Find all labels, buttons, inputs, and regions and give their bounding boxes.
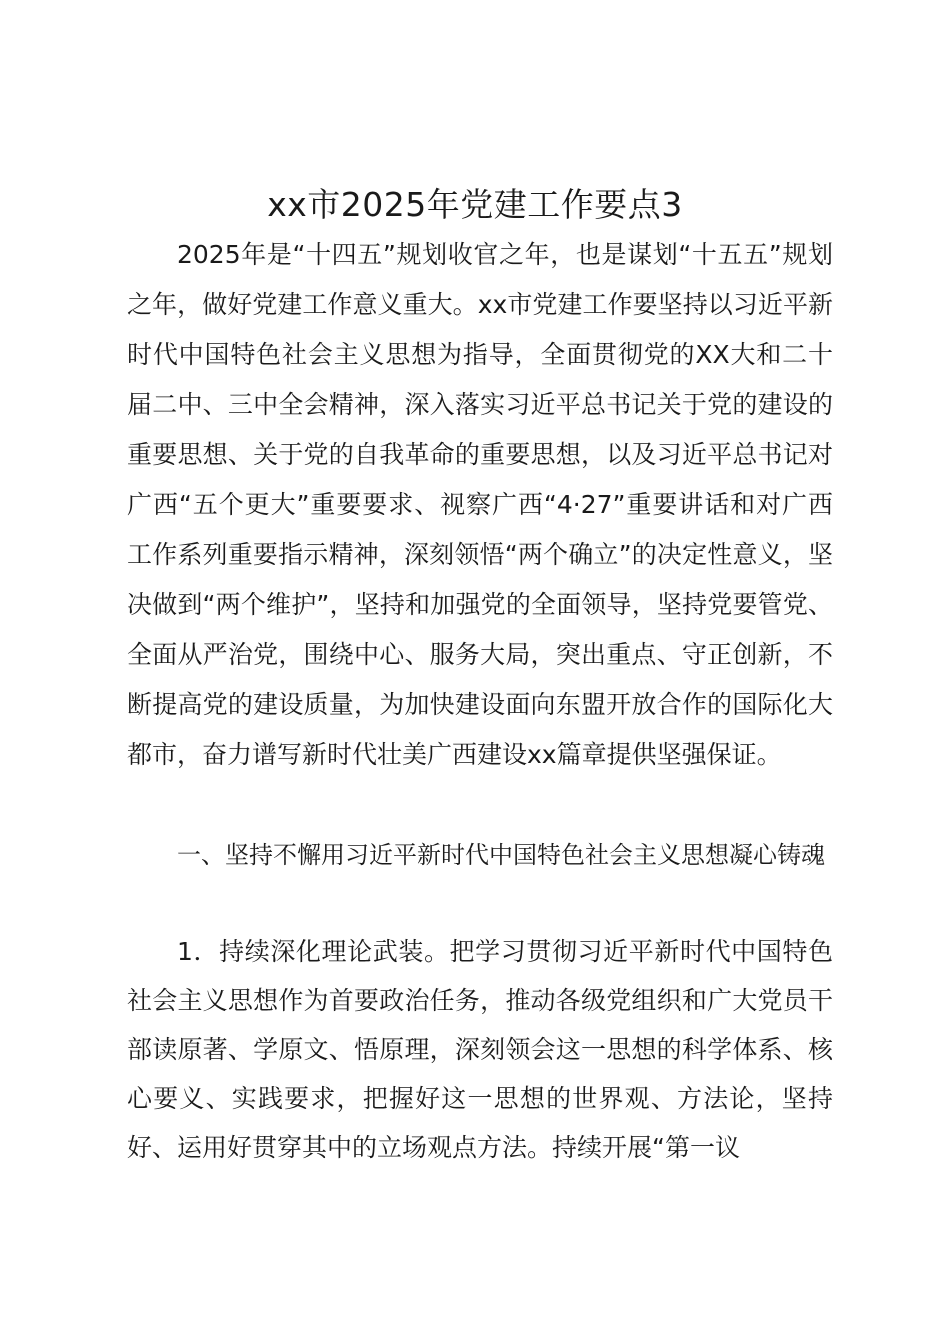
section-heading: 一、坚持不懈用习近平新时代中国特色社会主义思想凝心铸魂	[177, 841, 825, 869]
intro-paragraph: 2025年是“十四五”规划收官之年，也是谋划“十五五”规划之年，做好党建工作意义重大。xx市党建工作要坚持以习近平新时代中国特色社会主义思想为指导，全面贯彻党的XX大和二十届二中、三中全会精神，深入落实习近平总书记关于党的建设的重要思想、关于党的自我革命的重要思想，以及习近平总书记对广西“五个更大”重要要求、视察广西“4·27”重要讲话和对广西工作系列重要指示精神，深刻领悟“两个确立”的决定性意义，坚决做到“两个维护”，坚持和加强党的全面领导，坚持党要管党、全面从严治党，围绕中心、服务大局，突出重点、守正创新，不断提高党的建设质量，为加快建设面向东盟开放合作的国际化大都市，奋力谱写新时代壮美广西建设xx篇章提供坚强保证。	[127, 240, 833, 769]
document-title: xx市2025年党建工作要点3	[267, 185, 683, 224]
item-paragraph: 1．持续深化理论武装。把学习贯彻习近平新时代中国特色社会主义思想作为首要政治任务，推动各级党组织和广大党员干部读原著、学原文、悟原理，深刻领会这一思想的科学体系、核心要义、实践要求，把握好这一思想的世界观、方法论，坚持好、运用好贯穿其中的立场观点方法。持续开展“第一议	[127, 937, 833, 1162]
